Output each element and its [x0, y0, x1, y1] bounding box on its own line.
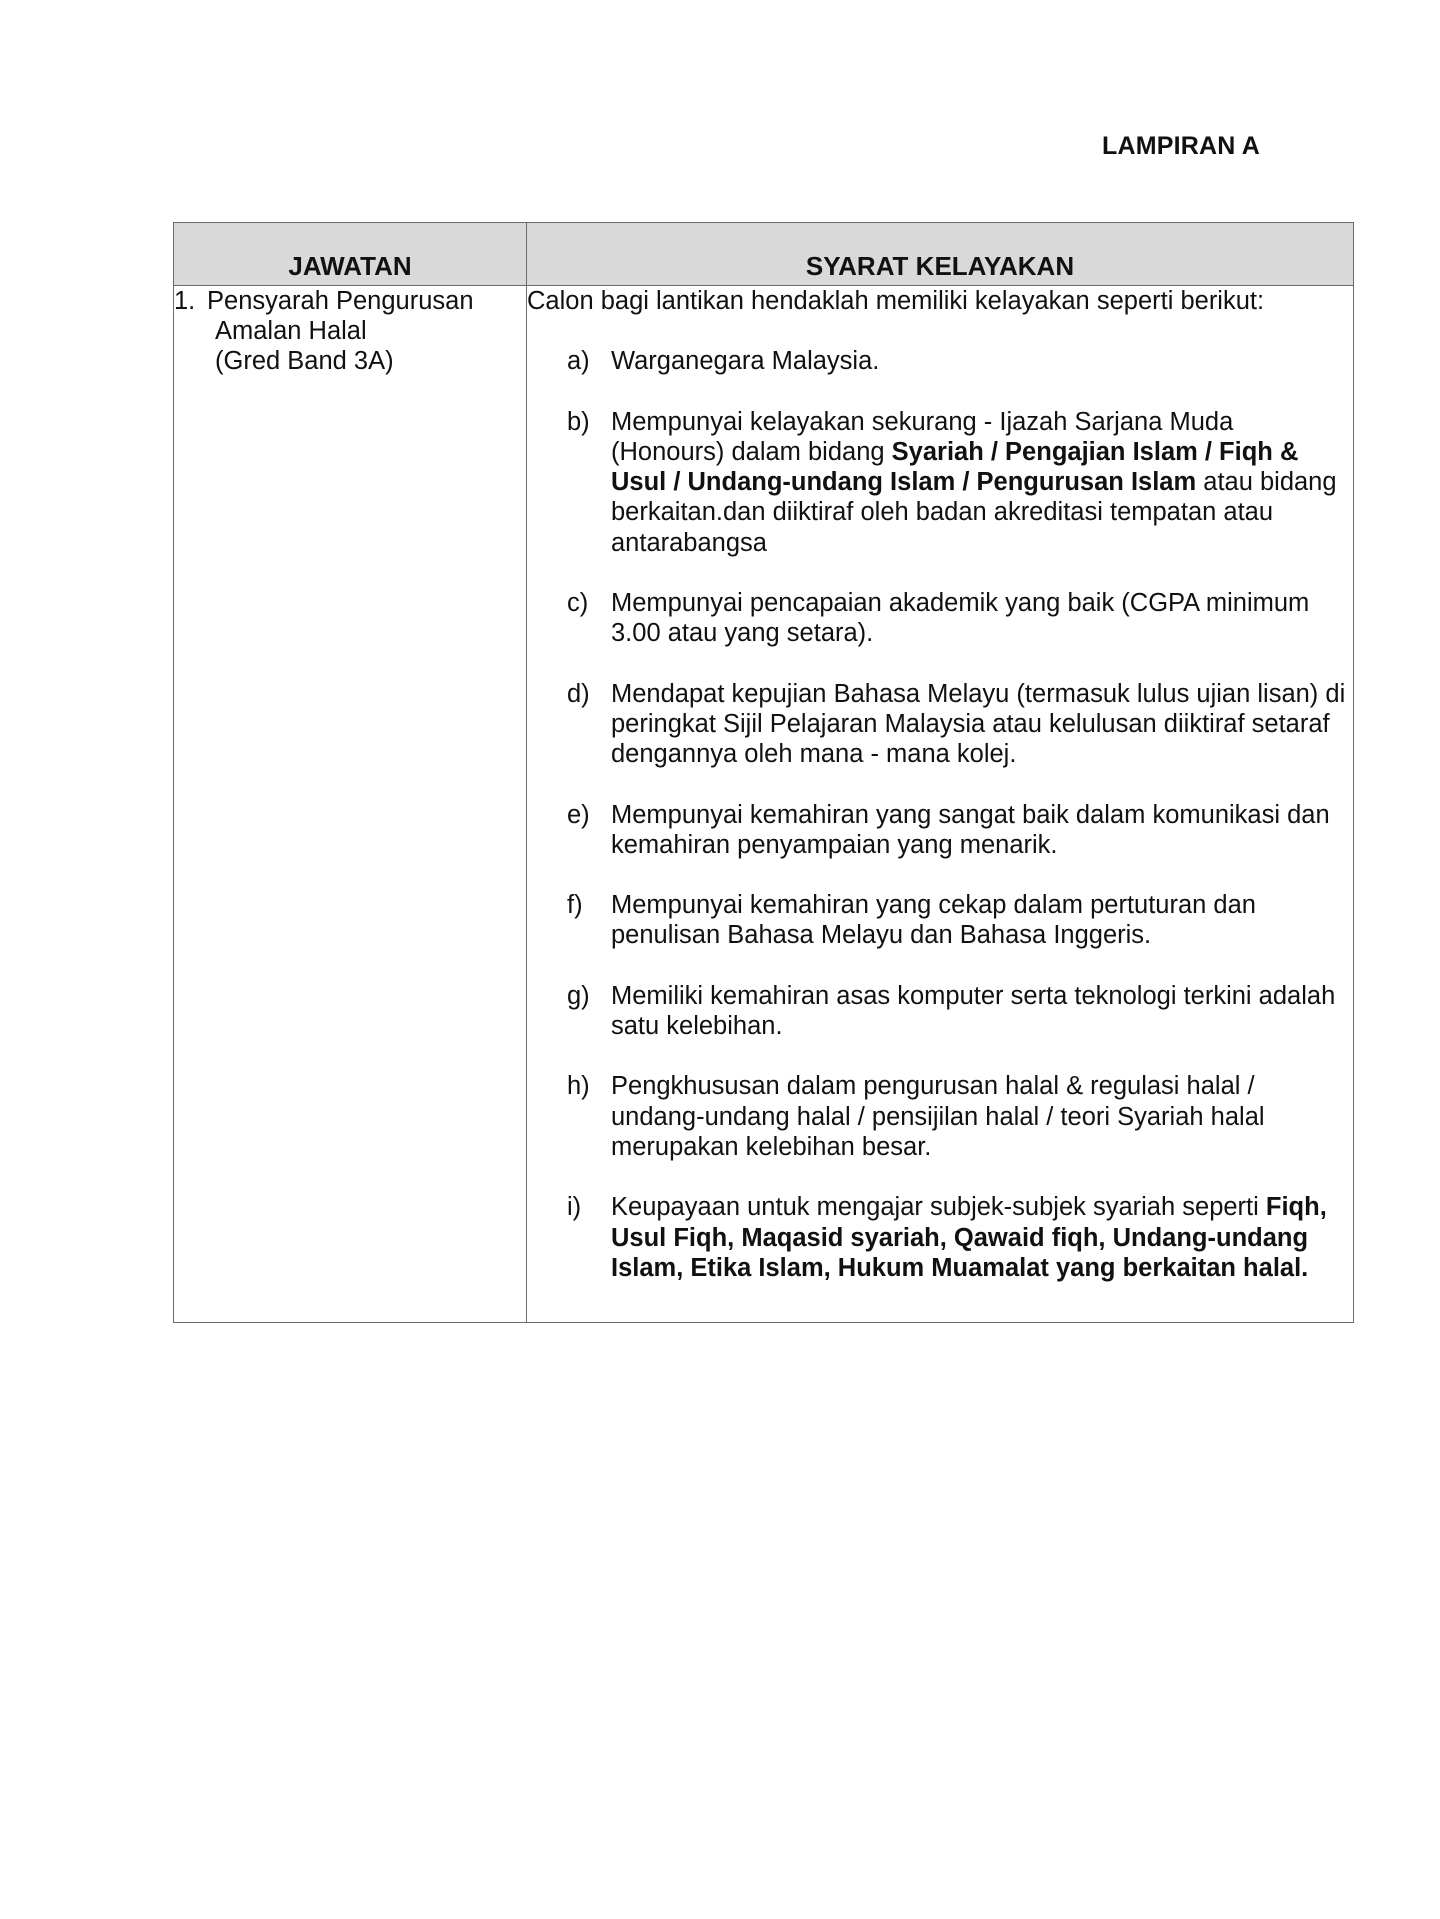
requirements-list — [527, 346, 1353, 1283]
requirement-label: f) — [567, 891, 583, 920]
requirement-label: g) — [567, 981, 590, 1010]
annex-label: LAMPIRAN A — [1102, 132, 1261, 160]
requirement-text-part: Mempunyai kemahiran yang sangat baik dalam komunikasi dan kemahiran penyampaian yang menarik. — [611, 800, 1330, 859]
requirement-item — [527, 407, 1353, 558]
requirement-text — [611, 1071, 1353, 1162]
requirement-item — [527, 346, 1353, 376]
requirement-text — [611, 407, 1353, 558]
post-title-line1: 1. Pensyarah Pengurusan — [174, 287, 474, 315]
requirement-text-bold: Syariah / Pengajian Islam / Fiqh & Usul / Undang-undang Islam / Pengurusan Islam — [611, 437, 1299, 497]
requirement-text-part: Mendapat kepujian Bahasa Melayu (termasuk lulus ujian lisan) di peringkat Sijil Pelajaran Malaysia atau kelulusan diiktiraf setaraf dengannya oleh mana - mana kolej. — [611, 679, 1346, 769]
requirement-item — [527, 800, 1353, 861]
requirement-text-part: Mempunyai kelayakan sekurang - Ijazah Sarjana Muda (Honours) dalam bidang — [611, 407, 1234, 466]
requirement-label: b) — [567, 407, 590, 436]
requirement-text — [611, 1192, 1353, 1283]
post-number: 1. — [174, 287, 196, 315]
requirement-label: d) — [567, 679, 590, 708]
table-row — [174, 286, 1354, 1323]
requirement-label: c) — [567, 589, 589, 618]
column-header-jawatan: JAWATAN — [174, 223, 527, 286]
requirement-label: a) — [567, 347, 590, 376]
requirement-text — [611, 981, 1353, 1042]
requirement-label: i) — [567, 1193, 582, 1222]
requirements-table — [173, 222, 1354, 1323]
requirement-item — [527, 588, 1353, 649]
table-header-row — [174, 223, 1354, 286]
requirement-item — [527, 890, 1353, 951]
requirement-label: h) — [567, 1072, 590, 1101]
requirement-text-part: atau bidang berkaitan.dan diiktiraf oleh badan akreditasi tempatan atau antarabangsa — [611, 468, 1337, 557]
post-cell — [174, 286, 527, 1323]
requirement-text — [611, 679, 1353, 770]
requirement-text-part: Warganegara Malaysia. — [611, 347, 880, 376]
requirement-text-part: Mempunyai pencapaian akademik yang baik (CGPA minimum 3.00 atau yang setara). — [611, 589, 1310, 648]
requirement-text — [611, 890, 1353, 951]
requirement-text-part: Memiliki kemahiran asas komputer serta teknologi terkini adalah satu kelebihan. — [611, 981, 1336, 1041]
requirement-text-part: Pengkhususan dalam pengurusan halal & regulasi halal / undang-undang halal / pensijilan halal / teori Syariah halal merupakan kelebihan besar. — [611, 1072, 1265, 1161]
requirements-intro: Calon bagi lantikan hendaklah memiliki kelayakan seperti berikut: — [527, 287, 1265, 315]
requirement-text-part: Mempunyai kemahiran yang cekap dalam pertuturan dan penulisan Bahasa Melayu dan Bahasa Inggeris. — [611, 891, 1256, 950]
requirement-text — [611, 346, 1353, 376]
post-title-line2: Amalan Halal — [215, 317, 367, 345]
requirement-item — [527, 1071, 1353, 1162]
requirement-item — [527, 679, 1353, 770]
requirement-item — [527, 1192, 1353, 1283]
post-grade: (Gred Band 3A) — [215, 347, 394, 375]
requirement-text-part: Keupayaan untuk mengajar subjek-subjek syariah seperti — [611, 1193, 1266, 1222]
requirement-text — [611, 800, 1353, 861]
requirement-item — [527, 981, 1353, 1042]
requirements-cell — [527, 286, 1354, 1323]
requirement-text — [611, 588, 1353, 649]
requirement-label: e) — [567, 800, 590, 829]
column-header-syarat: SYARAT KELAYAKAN — [527, 223, 1354, 286]
requirement-text-bold: Fiqh, Usul Fiqh, Maqasid syariah, Qawaid fiqh, Undang-undang Islam, Etika Islam, Hukum Muamalat yang berkaitan halal. — [611, 1193, 1327, 1282]
